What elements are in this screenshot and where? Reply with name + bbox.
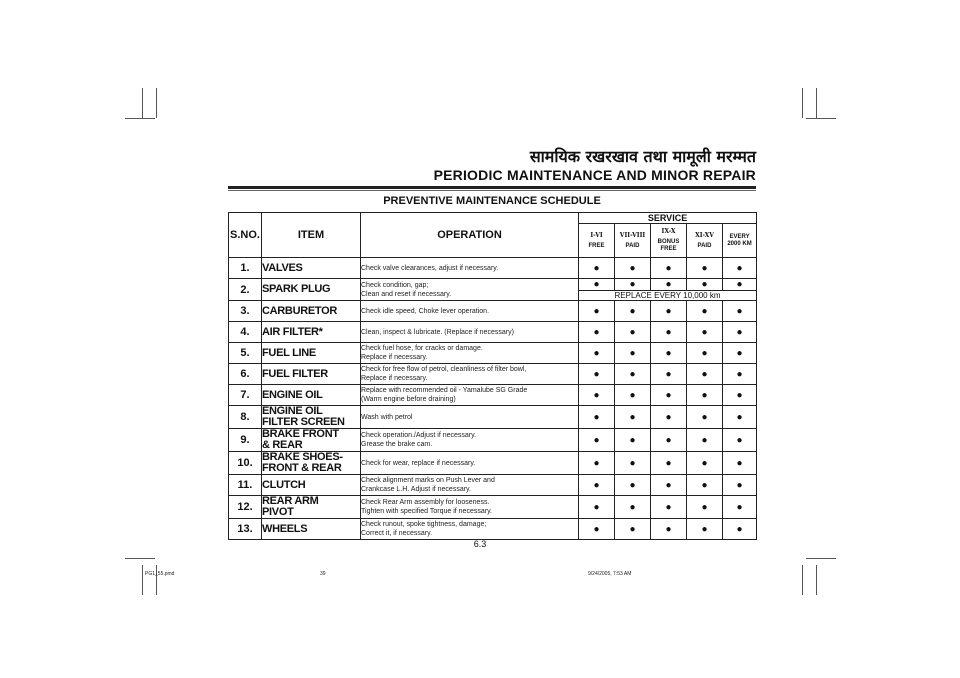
crop-mark [802,88,803,118]
row-operation [361,258,579,279]
operation-line: Check valve clearances, adjust if necessary. [361,264,499,272]
crop-mark [806,118,836,119]
service-range: XI-XV [695,231,714,239]
table-row [229,364,757,385]
schedule-dot: ● [651,322,687,343]
table-row [229,343,757,364]
schedule-dot: ● [687,406,723,429]
schedule-dot: ● [579,385,615,406]
operation-line: Replace with recommended oil - Yamalube SG Grade [361,387,528,394]
operation-line: Check runout, spoke tightness, damage; [361,521,487,528]
row-item [262,452,361,475]
schedule-dot: ● [615,452,651,475]
schedule-dot: ● [579,258,615,279]
schedule-dot: ● [615,301,651,322]
schedule-dot: ● [651,301,687,322]
row-item [262,496,361,519]
row-item [262,475,361,496]
row-operation [361,475,579,496]
item-name: BRAKE SHOES- [262,451,343,463]
schedule-dot: ● [651,343,687,364]
schedule-dot: ● [615,364,651,385]
page-number: 6.3 [473,539,487,549]
schedule-dot: ● [615,475,651,496]
schedule-dot: ● [651,496,687,519]
title-rule [228,186,756,189]
footer-page: 39 [320,571,326,577]
service-range: I-VI [590,231,603,239]
header-service: SERVICE [579,213,757,224]
row-sno: 1. [229,258,262,279]
table-row [229,322,757,343]
schedule-dot: ● [723,385,757,406]
service-col-2 [615,224,651,258]
row-operation [361,301,579,322]
schedule-dot: ● [651,279,687,291]
schedule-dot: ● [615,496,651,519]
operation-line2: Clean and reset if necessary. [361,290,452,298]
schedule-dot: ● [651,364,687,385]
schedule-dot: ● [579,406,615,429]
operation-line: Check idle speed, Choke lever operation. [361,307,490,315]
schedule-dot: ● [579,429,615,452]
item-name-line2: PIVOT [262,506,294,518]
operation-line: Check for wear, replace if necessary. [361,459,476,467]
row-sno: 13. [229,519,262,540]
service-type: FREE [588,242,605,249]
schedule-dot: ● [615,406,651,429]
replace-note: REPLACE EVERY 10,000 km [579,291,757,301]
hindi-title: सामयिक रखरखाव तथा मामूली मरम्मत [529,147,756,166]
service-type: BONUS FREE [657,239,680,253]
schedule-dot: ● [651,258,687,279]
row-operation [361,496,579,519]
item-name: VALVES [262,261,303,274]
service-type: PAID [697,242,712,249]
service-range: VII-VIII [619,231,646,239]
operation-line: Check alignment marks on Push Lever and [361,477,495,484]
maintenance-schedule-table [228,212,757,540]
schedule-dot: ● [723,452,757,475]
schedule-dot: ● [615,258,651,279]
schedule-dot: ● [723,364,757,385]
schedule-dot: ● [651,385,687,406]
table-row [229,519,757,540]
table-row [229,429,757,452]
schedule-dot: ● [651,475,687,496]
item-name-line2: FRONT & REAR [262,462,342,474]
row-item [262,258,361,279]
schedule-dot: ● [579,279,615,291]
header-sno: S.NO. [229,213,262,258]
schedule-dot: ● [651,429,687,452]
title-rule [228,190,756,191]
schedule-dot: ● [579,496,615,519]
table-row [229,258,757,279]
operation-line2: Replace if necessary. [361,354,428,361]
header-item: ITEM [262,213,361,258]
operation-line2: Tighten with specified Torque if necessary. [361,508,492,515]
service-type: 2000 KM [727,240,752,247]
schedule-dot: ● [615,519,651,540]
row-operation [361,406,579,429]
schedule-dot: ● [687,343,723,364]
crop-mark [816,565,817,595]
table-row [229,475,757,496]
schedule-dot: ● [579,475,615,496]
row-sno: 10. [229,452,262,475]
table-row [229,385,757,406]
row-operation [361,279,579,301]
row-item [262,343,361,364]
item-name: BRAKE FRONT [262,428,339,440]
schedule-dot: ● [687,258,723,279]
schedule-dot: ● [687,429,723,452]
schedule-dot: ● [615,322,651,343]
operation-line2: Correct it, if necessary. [361,530,433,537]
item-name: ENGINE OIL [262,388,323,401]
row-item [262,406,361,429]
schedule-dot: ● [687,475,723,496]
schedule-dot: ● [723,322,757,343]
schedule-dot: ● [615,385,651,406]
row-sno: 8. [229,406,262,429]
crop-mark [816,88,817,118]
crop-mark [156,88,157,118]
table-row [229,406,757,429]
operation-line: Wash with petrol [361,413,413,421]
schedule-dot: ● [723,519,757,540]
page-title: PERIODIC MAINTENANCE AND MINOR REPAIR [433,167,756,183]
schedule-dot: ● [723,343,757,364]
row-operation [361,322,579,343]
schedule-dot: ● [687,279,723,291]
schedule-dot: ● [687,496,723,519]
table-row [229,452,757,475]
schedule-dot: ● [579,343,615,364]
schedule-dot: ● [579,452,615,475]
table-row [229,279,757,291]
schedule-dot: ● [579,364,615,385]
row-operation [361,385,579,406]
schedule-dot: ● [615,279,651,291]
service-range: EVERY [729,233,750,240]
schedule-dot: ● [723,475,757,496]
schedule-dot: ● [687,364,723,385]
footer-datetime: 9/24/2005, 7:53 AM [588,571,632,577]
schedule-dot: ● [651,519,687,540]
row-item [262,385,361,406]
row-sno: 4. [229,322,262,343]
schedule-dot: ● [723,279,757,291]
operation-line: Check fuel hose, for cracks or damage. [361,345,483,352]
row-item [262,364,361,385]
row-sno: 7. [229,385,262,406]
schedule-dot: ● [651,452,687,475]
schedule-dot: ● [723,258,757,279]
service-range: IX-X [661,228,676,236]
schedule-dot: ● [723,301,757,322]
operation-line: Check for free flow of petrol, cleanliness of filter bowl, [361,366,527,373]
item-name: SPARK PLUG [262,283,331,295]
item-name: CLUTCH [262,478,306,491]
row-operation [361,429,579,452]
operation-line: Clean, inspect & lubricate. (Replace if necessary) [361,328,514,336]
row-sno: 5. [229,343,262,364]
item-name: AIR FILTER* [262,325,323,338]
table-row [229,496,757,519]
schedule-dot: ● [579,519,615,540]
crop-mark [125,558,155,559]
operation-line2: Replace if necessary. [361,375,428,382]
row-sno: 9. [229,429,262,452]
schedule-dot: ● [579,301,615,322]
crop-mark [142,88,143,118]
row-item [262,301,361,322]
row-operation [361,519,579,540]
row-operation [361,343,579,364]
service-col-5 [723,224,757,258]
operation-line2: (Warm engine before draining) [361,396,456,403]
crop-mark [156,565,157,595]
crop-mark [125,118,155,119]
table-row [229,301,757,322]
service-col-1 [579,224,615,258]
row-sno: 6. [229,364,262,385]
row-item [262,429,361,452]
item-name: CARBURETOR [262,304,338,317]
crop-mark [806,558,836,559]
schedule-dot: ● [687,452,723,475]
footer-file: PG1_55.pmd [145,571,175,577]
service-type: PAID [625,242,640,249]
row-sno: 12. [229,496,262,519]
row-sno: 2. [229,279,262,301]
operation-line: Check Rear Arm assembly for looseness. [361,499,490,506]
service-col-4 [687,224,723,258]
schedule-dot: ● [615,429,651,452]
operation-line: Check condition, gap; [361,281,429,289]
schedule-dot: ● [723,406,757,429]
operation-line2: Crankcase L.H. Adjust if necessary. [361,486,471,493]
crop-mark [142,565,143,595]
schedule-dot: ● [723,496,757,519]
item-name-line2: & REAR [262,439,303,451]
schedule-dot: ● [687,322,723,343]
row-operation [361,364,579,385]
schedule-dot: ● [687,519,723,540]
item-name: FUEL FILTER [262,367,328,380]
header-operation: OPERATION [361,213,579,258]
schedule-dot: ● [615,343,651,364]
crop-mark [802,565,803,595]
row-item [262,279,361,301]
schedule-dot: ● [687,301,723,322]
item-name: ENGINE OIL [262,405,323,417]
schedule-dot: ● [723,429,757,452]
row-sno: 3. [229,301,262,322]
row-sno: 11. [229,475,262,496]
item-name-line2: FILTER SCREEN [262,416,345,428]
row-item [262,322,361,343]
item-name: FUEL LINE [262,346,316,359]
operation-line2: Grease the brake cam. [361,441,433,448]
schedule-dot: ● [651,406,687,429]
item-name: REAR ARM [262,495,319,507]
service-col-3 [651,224,687,258]
table-title: PREVENTIVE MAINTENANCE SCHEDULE [383,195,601,207]
operation-line: Check operation./Adjust if necessary. [361,432,477,439]
schedule-dot: ● [687,385,723,406]
item-name: WHEELS [262,522,308,535]
row-item [262,519,361,540]
row-operation [361,452,579,475]
schedule-dot: ● [579,322,615,343]
